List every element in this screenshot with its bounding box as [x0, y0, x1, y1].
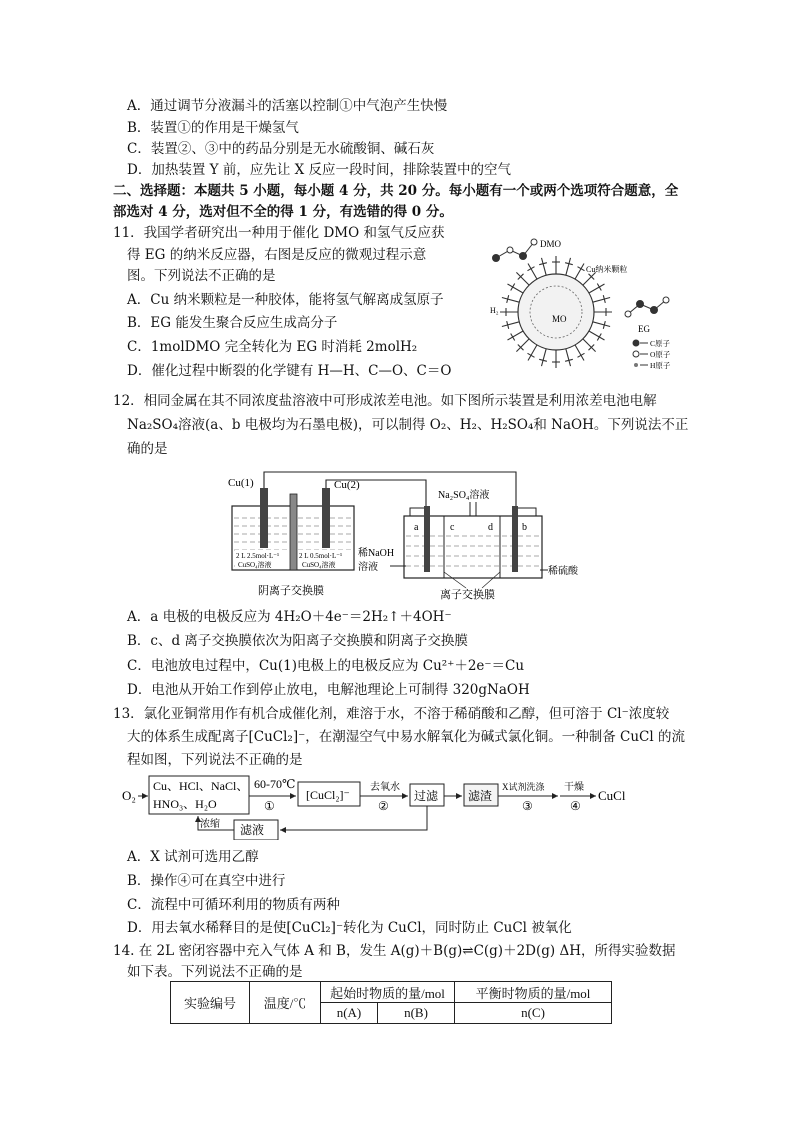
q11-stem-line3: 图。下列说法不正确的是: [127, 268, 276, 284]
cu-spike: [593, 322, 610, 327]
cu2-electrode: [322, 488, 330, 548]
q14-stem-line2: 如下表。下列说法不正确的是: [127, 964, 303, 980]
atom-legend: [633, 339, 671, 370]
col-header-na: n(A): [321, 1003, 378, 1024]
cu1-solution-conc: 2 L 2.5mol·L⁻¹: [236, 552, 280, 560]
q12-option-b: B．c、d 离子交换膜依次为阳离子交换膜和阴离子交换膜: [127, 633, 468, 649]
q11-option-d: D．催化过程中断裂的化学键有 H—H、C—O、C＝O: [127, 363, 452, 379]
step2-label: ②: [378, 799, 389, 813]
cu-spike: [508, 331, 524, 340]
mo-label: MO: [552, 314, 567, 324]
cu-spike-tick: [597, 334, 601, 341]
cu-spike: [589, 284, 605, 293]
cu-spike-tick: [578, 267, 585, 271]
q10-option-a: A．通过调节分液漏斗的活塞以控制①中气泡产生快慢: [127, 98, 448, 114]
cu-spike: [593, 298, 610, 303]
q12-electrolysis-figure: [226, 466, 586, 604]
q14-data-table: [170, 981, 612, 1024]
q13-flow-diagram: [118, 770, 648, 840]
col-header-exp: 实验编号: [171, 982, 250, 1024]
product-label: CuCl: [598, 788, 626, 803]
cu-spike-tick: [511, 334, 515, 341]
q11-option-a: A．Cu 纳米颗粒是一种胶体，能将氢气解离成氢原子: [127, 292, 444, 308]
q13-stem-line1: 13．氯化亚铜常用作有机合成催化剂，难溶于水，不溶于稀硝酸和乙醇，但可溶于 Cl⁻浓度较: [113, 706, 670, 722]
step1-label: ①: [264, 799, 275, 813]
cu2-solution-name: CuSO₄溶液: [302, 561, 336, 569]
h2so4-label: 稀硫酸: [548, 566, 578, 577]
cu-spike: [589, 331, 605, 340]
cu1-solution-name: CuSO₄溶液: [238, 561, 272, 569]
anion-exchange-membrane: [290, 494, 297, 570]
cu2-label: Cu(2): [334, 479, 360, 491]
na2so4-label: Na₂SO₄溶液: [438, 490, 490, 501]
dmo-label: DMO: [540, 239, 562, 249]
dmo-molecule: [493, 239, 538, 262]
section2-heading-line1: 二、选择题：本题共 5 小题，每小题 4 分，共 20 分。每小题有一个或两个选项符合题意，全: [113, 183, 679, 199]
filter-label: 过滤: [414, 789, 439, 803]
reactants-line1: Cu、HCl、NaCl、: [153, 779, 249, 793]
col-header-nb: n(B): [378, 1003, 455, 1024]
q12-option-c: C．电池放电过程中，Cu(1)电极上的电极反应为 Cu²⁺＋2e⁻＝Cu: [127, 658, 525, 674]
wash-label: X试剂洗涤: [502, 782, 545, 792]
cu-spike-tick: [597, 284, 601, 291]
q10-option-d: D．加热装置 Y 前，应先让 X 反应一段时间，排除装置中的空气: [127, 162, 512, 178]
cu-spike: [566, 258, 571, 275]
h2-label: H₂: [490, 306, 499, 315]
cu-nanoparticle-label: Cu纳米颗粒: [586, 265, 628, 274]
q11-option-c: C．1molDMO 完全转化为 EG 时消耗 2molH₂: [127, 339, 418, 355]
cu-spike: [502, 322, 519, 327]
cu1-label: Cu(1): [228, 477, 254, 489]
q12-stem-line2: Na₂SO₄溶液(a、b 电极均为石墨电极)，可以制得 O₂、H₂、H₂SO₄和 NaOH。下列说法不正: [127, 417, 689, 433]
cu-spike: [575, 345, 584, 361]
q13-option-a: A．X 试剂可选用乙醇: [127, 849, 259, 865]
col-header-eq: 平衡时物质的量/mol: [455, 982, 612, 1003]
step3-label: ③: [522, 799, 533, 813]
electrode-a: [424, 506, 430, 572]
o2-label: O₂: [122, 788, 136, 803]
naoh-label: 稀NaOH: [358, 548, 395, 559]
cu-spike: [528, 345, 537, 361]
cu-spike: [508, 284, 524, 293]
label-c: c: [450, 522, 455, 533]
q12-option-d: D．电池从开始工作到停止放电，电解池理论上可制得 320gNaOH: [127, 682, 530, 698]
q11-option-b: B．EG 能发生聚合反应生成高分子: [127, 315, 338, 331]
q13-stem-line3: 程如图，下列说法不正确的是: [127, 752, 303, 768]
concentrate-label: 浓缩: [200, 819, 220, 830]
cu-spike: [528, 264, 537, 280]
q12-stem-line3: 确的是: [127, 441, 168, 457]
anion-membrane-label: 阴离子交换膜: [258, 585, 324, 597]
cu-spike-tick: [511, 284, 515, 291]
col-header-nc: n(C): [455, 1003, 612, 1024]
legend-o-atom: O原子: [650, 350, 671, 359]
eg-label: EG: [638, 324, 650, 334]
naoh-label-2: 溶液: [358, 562, 378, 573]
q10-option-b: B．装置①的作用是干燥氢气: [127, 120, 299, 136]
dry-label: 干燥: [564, 782, 584, 793]
q13-option-b: B．操作④可在真空中进行: [127, 873, 286, 889]
q12-stem-line1: 12．相同金属在其不同浓度盐溶液中可形成浓差电池。如下图所示装置是利用浓差电池电解: [113, 393, 657, 409]
legend-h-atom: H原子: [650, 361, 671, 370]
eg-molecule: [625, 297, 669, 317]
step4-label: ④: [570, 799, 581, 813]
section2-heading-line2: 部选对 4 分，选对但不全的得 1 分，有选错的得 0 分。: [113, 204, 453, 220]
q14-stem-line1: 14. 在 2L 密闭容器中充入气体 A 和 B，发生 A(g)＋B(g)⇌C(g)＋2D(g) ΔH，所得实验数据: [113, 943, 676, 959]
col-header-start: 起始时物质的量/mol: [321, 982, 455, 1003]
cu-spike: [542, 258, 547, 275]
electrode-b: [512, 506, 518, 572]
label-b: b: [522, 522, 527, 533]
cu-spike: [575, 264, 584, 280]
q12-option-a: A．a 电极的电极反应为 4H₂O＋4e⁻＝2H₂↑＋4OH⁻: [127, 609, 452, 625]
cu-spike-tick: [578, 353, 585, 357]
q11-stem-line2: 得 EG 的纳米反应器，右图是反应的微观过程示意: [127, 247, 427, 263]
cu-spike-tick: [528, 353, 535, 357]
deoxygenated-water-label: 去氧水: [370, 782, 400, 793]
temp-label: 60-70℃: [254, 777, 296, 791]
q11-nanoreactor-figure: [468, 228, 708, 376]
residue-label: 滤渣: [468, 789, 493, 803]
reactants-line2: HNO₃、H₂O: [153, 797, 217, 811]
cu-spike-tick: [528, 267, 535, 271]
ion-membrane-label: 离子交换膜: [440, 589, 495, 601]
complex-label: [CuCl₂]⁻: [306, 788, 350, 802]
cu-spike: [502, 298, 519, 303]
catalyst-sphere: [518, 274, 594, 350]
cu1-electrode: [260, 488, 268, 548]
label-d: d: [488, 522, 493, 533]
label-a: a: [414, 522, 419, 533]
q11-stem-line1: 11．我国学者研究出一种用于催化 DMO 和氢气反应获: [113, 225, 445, 241]
q13-stem-line2: 大的体系生成配离子[CuCl₂]⁻，在潮湿空气中易水解氧化为碱式氯化铜。一种制备 CuCl 的流: [127, 729, 685, 745]
q13-option-c: C．流程中可循环利用的物质有两种: [127, 897, 340, 913]
cu2-solution-conc: 2 L 0.5mol·L⁻¹: [299, 552, 343, 560]
cu-spike: [566, 349, 571, 366]
q13-option-d: D．用去氧水稀释目的是使[CuCl₂]⁻转化为 CuCl，同时防止 CuCl 被氧化: [127, 920, 572, 936]
filtrate-label: 滤液: [240, 823, 265, 837]
q10-option-c: C．装置②、③中的药品分别是无水硫酸铜、碱石灰: [127, 141, 435, 157]
cu-spike: [542, 349, 547, 366]
legend-c-atom: C原子: [650, 339, 671, 348]
col-header-temp: 温度/℃: [250, 982, 321, 1024]
